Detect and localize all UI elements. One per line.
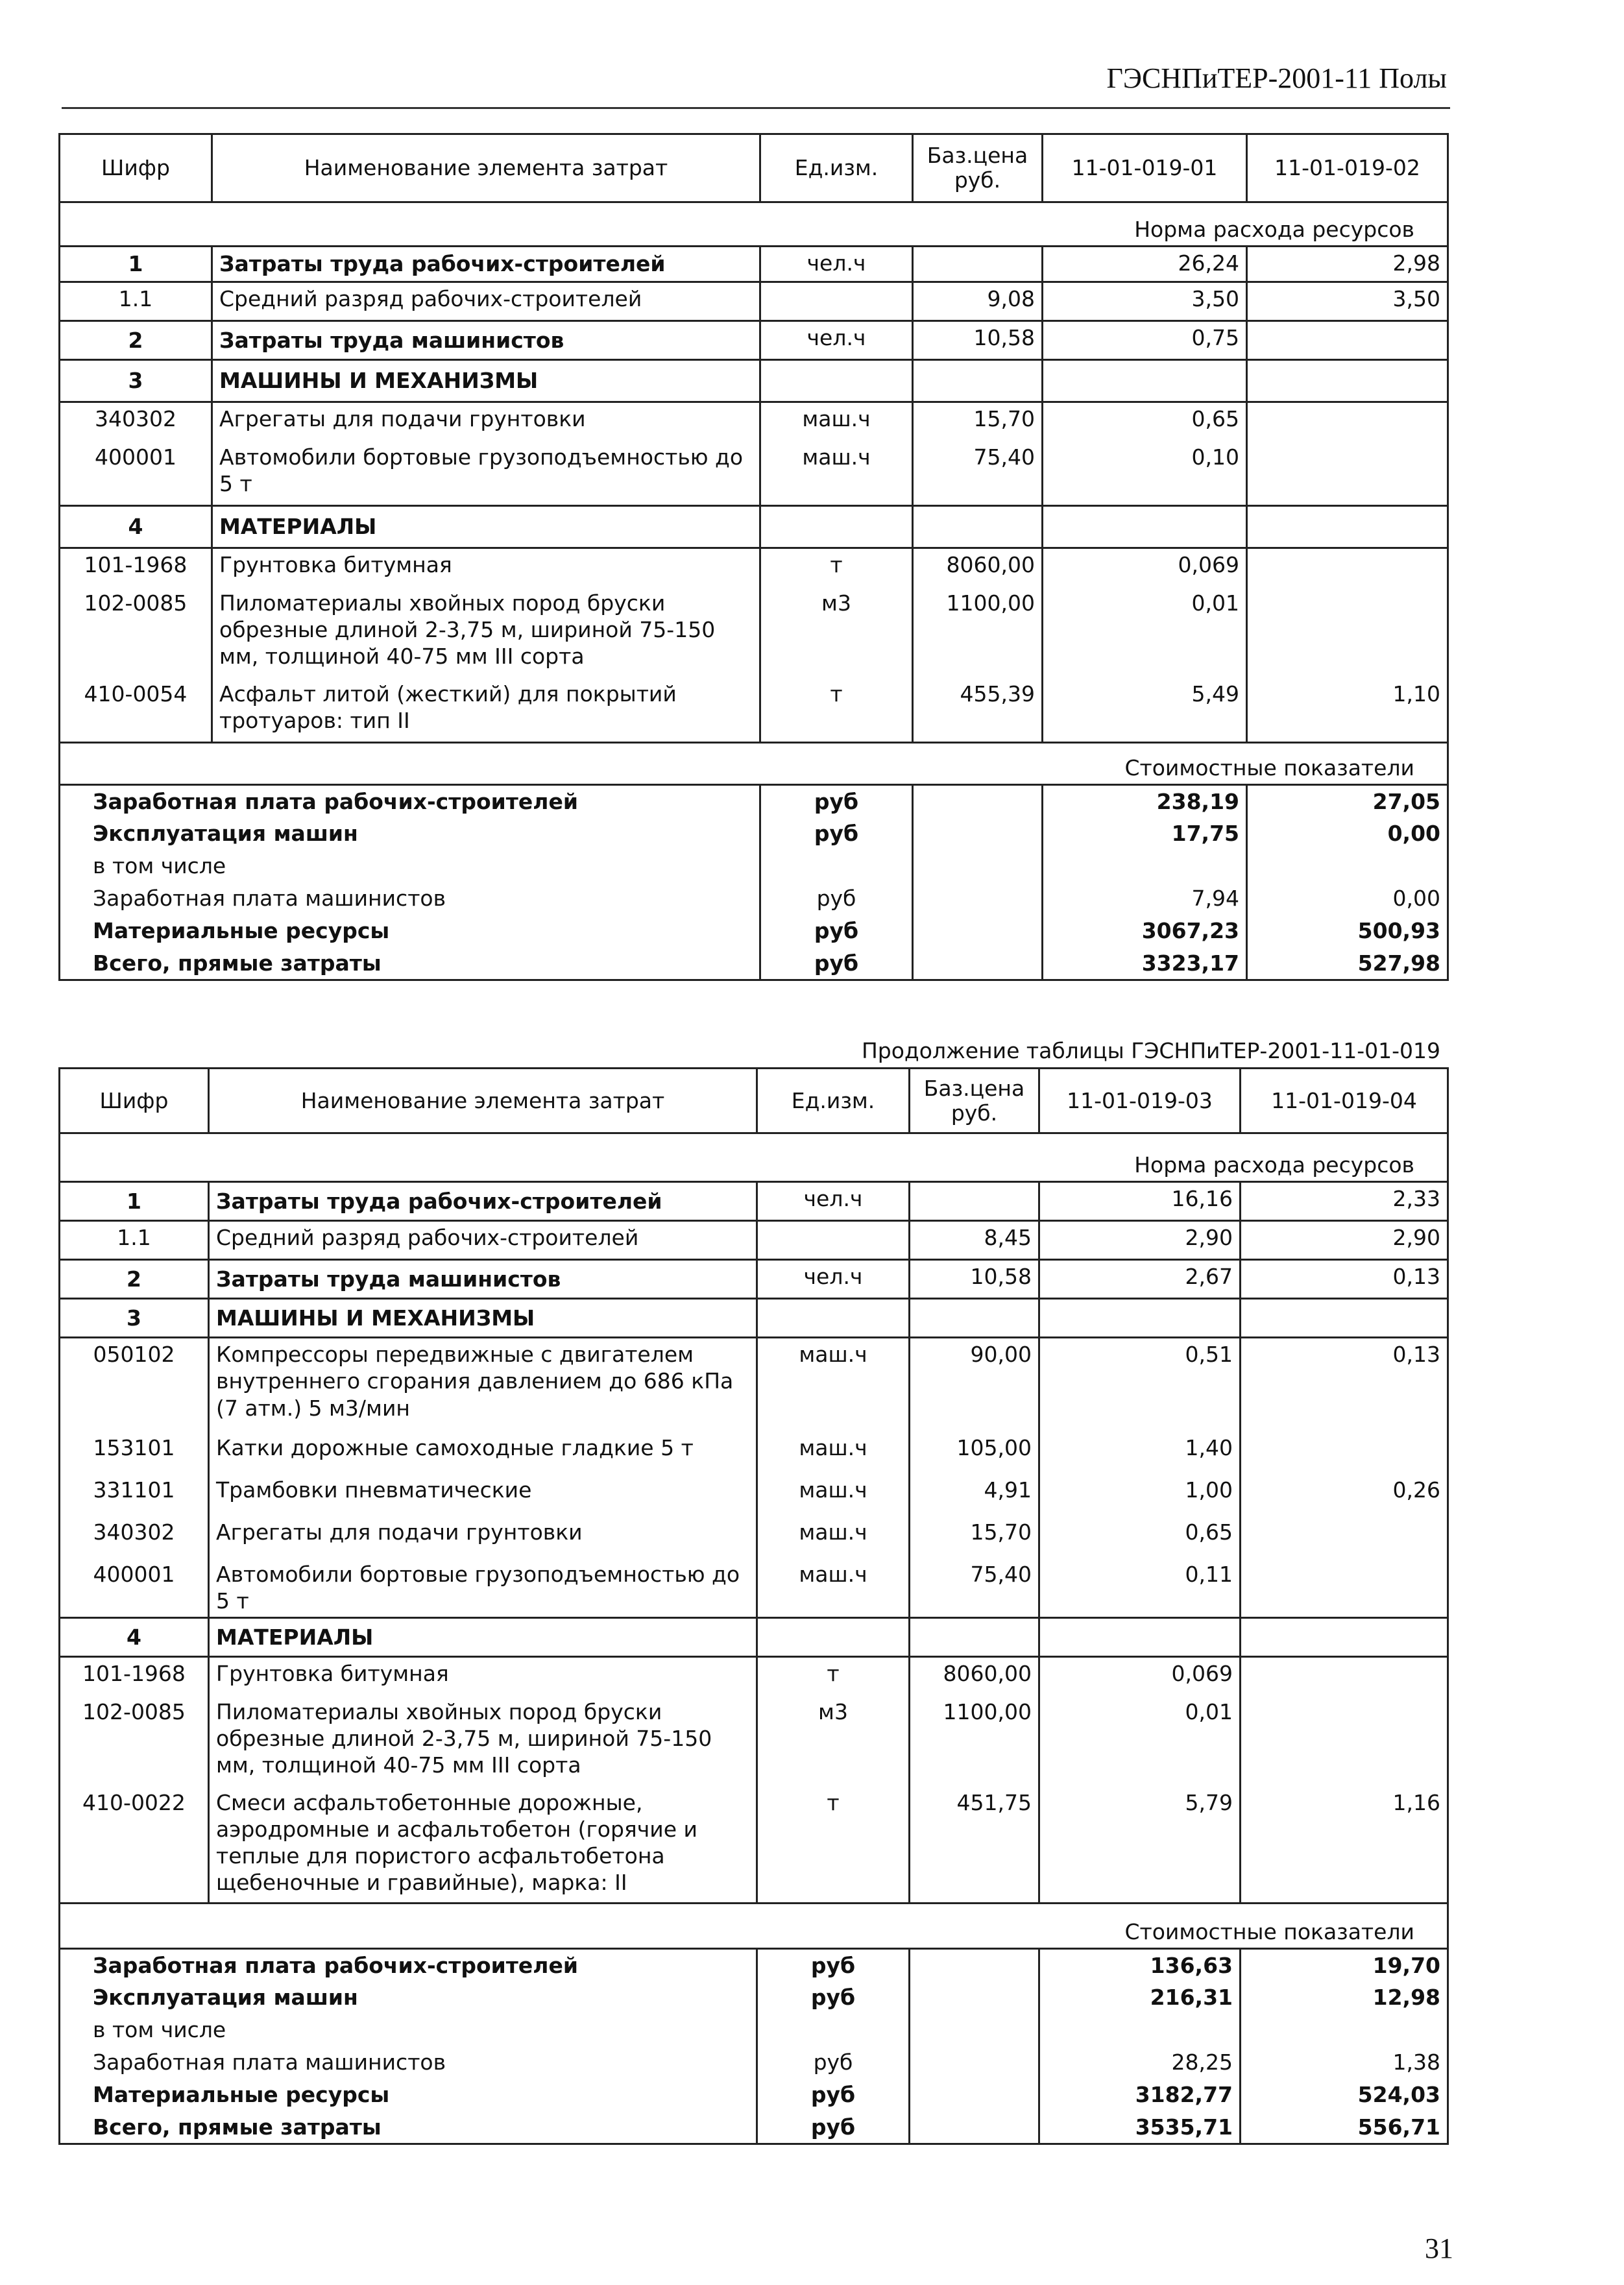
row-value-1: 0,01: [1043, 587, 1247, 678]
row-value-2: [1241, 1696, 1448, 1787]
continuation-caption: Продолжение таблицы ГЭСНПиТЕР-2001-11-01-019: [861, 1038, 1440, 1063]
cost-value-2: [1247, 850, 1448, 882]
section-row: [60, 1618, 1448, 1657]
cost-value-2: 19,70: [1241, 1949, 1448, 1982]
cost-value-1: [1043, 850, 1247, 882]
row-code: 2: [60, 321, 212, 360]
row-unit: т: [760, 678, 913, 743]
row-price: [913, 247, 1043, 282]
row-name: Средний разряд рабочих-строителей: [209, 1221, 757, 1260]
table-row: [60, 587, 1448, 678]
row-code: 101-1968: [60, 1657, 209, 1696]
cost-name: Заработная плата рабочих-строителей: [60, 785, 760, 818]
table-row: [60, 1787, 1448, 1904]
row-unit: м3: [757, 1696, 910, 1787]
row-code: 331101: [60, 1474, 209, 1516]
row-value-2: [1247, 360, 1448, 402]
cost-unit: руб: [757, 1949, 910, 1982]
cost-price-empty: [910, 2014, 1039, 2046]
cost-value-2: 1,38: [1241, 2046, 1448, 2079]
row-value-1: [1039, 1618, 1241, 1657]
cost-value-1: 3535,71: [1039, 2111, 1241, 2144]
col-header-code: Шифр: [60, 1069, 209, 1133]
row-name: Автомобили бортовые грузоподъемностью до 5 т: [212, 441, 760, 506]
page-header: ГЭСНПиТЕР-2001-11 Полы: [1106, 62, 1447, 94]
row-value-1: 0,10: [1043, 441, 1247, 506]
cost-row: [60, 2079, 1448, 2111]
row-unit: чел.ч: [760, 321, 913, 360]
table-row: [60, 441, 1448, 506]
row-value-2: 3,50: [1247, 282, 1448, 321]
cost-unit: руб: [760, 915, 913, 947]
row-unit: маш.ч: [757, 1338, 910, 1432]
table-row: [60, 678, 1448, 743]
col-header-v2: 11-01-019-04: [1241, 1069, 1448, 1133]
row-price: 9,08: [913, 282, 1043, 321]
row-code: 400001: [60, 441, 212, 506]
col-header-code: Шифр: [60, 134, 212, 202]
cost-unit: руб: [757, 2111, 910, 2144]
cost-name: Заработная плата машинистов: [60, 882, 760, 915]
row-value-1: 0,51: [1039, 1338, 1241, 1432]
cost-price-empty: [913, 882, 1043, 915]
cost-label-row: [60, 1904, 1448, 1949]
header-rule: [62, 107, 1450, 109]
row-unit: т: [760, 548, 913, 587]
row-value-1: 26,24: [1043, 247, 1247, 282]
row-unit: м3: [760, 587, 913, 678]
row-value-2: 2,33: [1241, 1182, 1448, 1221]
section-row: [60, 360, 1448, 402]
cost-name: в том числе: [60, 850, 760, 882]
row-name: Асфальт литой (жесткий) для покрытий тротуаров: тип II: [212, 678, 760, 743]
row-name: МАШИНЫ И МЕХАНИЗМЫ: [209, 1299, 757, 1338]
cost-value-2: 0,00: [1247, 817, 1448, 850]
row-code: 3: [60, 360, 212, 402]
cost-name: Всего, прямые затраты: [60, 947, 760, 980]
cost-price-empty: [913, 785, 1043, 818]
cost-unit: [757, 2014, 910, 2046]
row-price: [910, 1618, 1039, 1657]
table-row: [60, 1338, 1448, 1432]
col-header-v1: 11-01-019-03: [1039, 1069, 1241, 1133]
row-value-1: 0,069: [1043, 548, 1247, 587]
row-value-2: [1247, 587, 1448, 678]
cost-unit: руб: [757, 2079, 910, 2111]
row-unit: чел.ч: [760, 247, 913, 282]
table-header-row: [60, 1069, 1448, 1133]
row-price: 8060,00: [913, 548, 1043, 587]
row-price: 8,45: [910, 1221, 1039, 1260]
cost-row: [60, 1981, 1448, 2014]
cost-unit: руб: [760, 785, 913, 818]
row-value-2: [1247, 402, 1448, 441]
row-code: 1: [60, 247, 212, 282]
row-value-1: 0,75: [1043, 321, 1247, 360]
row-value-1: 0,11: [1039, 1558, 1241, 1618]
row-name: Грунтовка битумная: [212, 548, 760, 587]
cost-name: Заработная плата машинистов: [60, 2046, 757, 2079]
row-name: Грунтовка битумная: [209, 1657, 757, 1696]
row-unit: чел.ч: [757, 1260, 910, 1299]
row-value-1: 0,65: [1039, 1516, 1241, 1558]
cost-unit: руб: [760, 947, 913, 980]
row-code: 101-1968: [60, 548, 212, 587]
col-header-price: Баз.цена руб.: [913, 134, 1043, 202]
row-code: 1: [60, 1182, 209, 1221]
row-value-2: [1241, 1558, 1448, 1618]
row-name: МАШИНЫ И МЕХАНИЗМЫ: [212, 360, 760, 402]
cost-unit: [760, 850, 913, 882]
cost-value-1: 3182,77: [1039, 2079, 1241, 2111]
cost-row: [60, 785, 1448, 818]
page-number: 31: [1425, 2232, 1453, 2264]
row-code: 340302: [60, 402, 212, 441]
row-name: Трамбовки пневматические: [209, 1474, 757, 1516]
cost-value-1: 17,75: [1043, 817, 1247, 850]
row-code: 050102: [60, 1338, 209, 1432]
row-name: Агрегаты для подачи грунтовки: [212, 402, 760, 441]
row-code: 4: [60, 506, 212, 548]
row-name: Смеси асфальтобетонные дорожные, аэродромные и асфальтобетон (горячие и теплые для пористого асфальтобетона щебеночные и гравийные), марка: II: [209, 1787, 757, 1904]
table-row: [60, 1474, 1448, 1516]
row-price: [913, 506, 1043, 548]
row-value-2: [1241, 1432, 1448, 1474]
row-price: 1100,00: [913, 587, 1043, 678]
row-name: МАТЕРИАЛЫ: [209, 1618, 757, 1657]
row-price: 15,70: [910, 1516, 1039, 1558]
table-row: [60, 402, 1448, 441]
cost-name: Материальные ресурсы: [60, 915, 760, 947]
norm-label-row: [60, 1133, 1448, 1182]
row-name: Пиломатериалы хвойных пород бруски обрезные длиной 2-3,75 м, шириной 75-150 мм, толщиной 40-75 мм III сорта: [212, 587, 760, 678]
cost-price-empty: [913, 850, 1043, 882]
row-value-2: 0,26: [1241, 1474, 1448, 1516]
cost-name: Заработная плата рабочих-строителей: [60, 1949, 757, 1982]
row-price: 15,70: [913, 402, 1043, 441]
resource-table-1: [58, 133, 1449, 981]
row-price: [910, 1182, 1039, 1221]
section-row: [60, 1260, 1448, 1299]
cost-row: [60, 850, 1448, 882]
row-price: 10,58: [913, 321, 1043, 360]
cost-unit: руб: [757, 2046, 910, 2079]
row-value-1: 2,67: [1039, 1260, 1241, 1299]
row-unit: маш.ч: [757, 1558, 910, 1618]
cost-value-1: 28,25: [1039, 2046, 1241, 2079]
row-value-1: 2,90: [1039, 1221, 1241, 1260]
cost-value-1: 3067,23: [1043, 915, 1247, 947]
row-value-2: [1247, 506, 1448, 548]
cost-rows: [60, 785, 1448, 980]
row-name: Затраты труда рабочих-строителей: [209, 1182, 757, 1221]
table-row: [60, 1657, 1448, 1696]
cost-value-2: 12,98: [1241, 1981, 1448, 2014]
row-unit: маш.ч: [760, 402, 913, 441]
row-value-2: [1241, 1618, 1448, 1657]
resource-rows: [60, 247, 1448, 743]
table-row: [60, 1696, 1448, 1787]
row-name: Компрессоры передвижные с двигателем внутреннего сгорания давлением до 686 кПа (7 атм.) 5 м3/мин: [209, 1338, 757, 1432]
row-value-1: 16,16: [1039, 1182, 1241, 1221]
row-price: 75,40: [910, 1558, 1039, 1618]
row-code: 400001: [60, 1558, 209, 1618]
cost-row: [60, 947, 1448, 980]
row-price: [910, 1299, 1039, 1338]
row-price: 105,00: [910, 1432, 1039, 1474]
cost-value-1: 7,94: [1043, 882, 1247, 915]
row-name: Агрегаты для подачи грунтовки: [209, 1516, 757, 1558]
cost-row: [60, 817, 1448, 850]
cost-rows: [60, 1949, 1448, 2144]
row-code: 410-0022: [60, 1787, 209, 1904]
cost-label-row: [60, 743, 1448, 785]
row-name: Средний разряд рабочих-строителей: [212, 282, 760, 321]
cost-price-empty: [913, 817, 1043, 850]
row-value-2: [1247, 548, 1448, 587]
row-value-1: [1043, 360, 1247, 402]
row-value-1: 1,00: [1039, 1474, 1241, 1516]
col-header-unit: Ед.изм.: [760, 134, 913, 202]
cost-name: Эксплуатация машин: [60, 1981, 757, 2014]
cost-row: [60, 2046, 1448, 2079]
row-name: Затраты труда рабочих-строителей: [212, 247, 760, 282]
row-code: 340302: [60, 1516, 209, 1558]
row-name: МАТЕРИАЛЫ: [212, 506, 760, 548]
row-price: 90,00: [910, 1338, 1039, 1432]
cost-unit: руб: [760, 817, 913, 850]
col-header-v2: 11-01-019-02: [1247, 134, 1448, 202]
row-value-2: 1,10: [1247, 678, 1448, 743]
row-code: 153101: [60, 1432, 209, 1474]
cost-price-empty: [910, 2046, 1039, 2079]
row-value-2: 0,13: [1241, 1260, 1448, 1299]
resource-rows: [60, 1182, 1448, 1904]
cost-price-empty: [910, 2079, 1039, 2111]
row-name: Затраты труда машинистов: [212, 321, 760, 360]
table-row: [60, 1221, 1448, 1260]
cost-price-empty: [910, 1981, 1039, 2014]
row-unit: маш.ч: [760, 441, 913, 506]
row-price: 451,75: [910, 1787, 1039, 1904]
row-code: 1.1: [60, 1221, 209, 1260]
row-price: 455,39: [913, 678, 1043, 743]
row-value-1: 0,069: [1039, 1657, 1241, 1696]
row-unit: маш.ч: [757, 1474, 910, 1516]
row-unit: [757, 1618, 910, 1657]
cost-label: Стоимостные показатели: [60, 1904, 1448, 1949]
row-value-1: 5,79: [1039, 1787, 1241, 1904]
row-code: 102-0085: [60, 587, 212, 678]
cost-value-1: 216,31: [1039, 1981, 1241, 2014]
cost-value-2: 0,00: [1247, 882, 1448, 915]
row-unit: [757, 1221, 910, 1260]
cost-row: [60, 2014, 1448, 2046]
row-code: 102-0085: [60, 1696, 209, 1787]
section-row: [60, 1182, 1448, 1221]
row-price: 4,91: [910, 1474, 1039, 1516]
row-code: 2: [60, 1260, 209, 1299]
table-row: [60, 1516, 1448, 1558]
col-header-price: Баз.цена руб.: [910, 1069, 1039, 1133]
row-value-1: 3,50: [1043, 282, 1247, 321]
table-row: [60, 1558, 1448, 1618]
row-unit: т: [757, 1657, 910, 1696]
row-value-2: 1,16: [1241, 1787, 1448, 1904]
row-code: 1.1: [60, 282, 212, 321]
cost-price-empty: [913, 947, 1043, 980]
cost-unit: руб: [760, 882, 913, 915]
section-row: [60, 506, 1448, 548]
row-unit: т: [757, 1787, 910, 1904]
cost-unit: руб: [757, 1981, 910, 2014]
cost-value-2: 556,71: [1241, 2111, 1448, 2144]
cost-value-1: 3323,17: [1043, 947, 1247, 980]
row-value-2: 2,90: [1241, 1221, 1448, 1260]
row-unit: чел.ч: [757, 1182, 910, 1221]
row-price: 75,40: [913, 441, 1043, 506]
col-header-name: Наименование элемента затрат: [212, 134, 760, 202]
row-value-1: 1,40: [1039, 1432, 1241, 1474]
cost-value-1: [1039, 2014, 1241, 2046]
table-row: [60, 1432, 1448, 1474]
section-row: [60, 1299, 1448, 1338]
row-code: 3: [60, 1299, 209, 1338]
cost-name: Материальные ресурсы: [60, 2079, 757, 2111]
col-header-name: Наименование элемента затрат: [209, 1069, 757, 1133]
cost-value-2: 27,05: [1247, 785, 1448, 818]
row-value-1: 0,65: [1043, 402, 1247, 441]
row-code: 4: [60, 1618, 209, 1657]
table-row: [60, 282, 1448, 321]
cost-row: [60, 915, 1448, 947]
row-unit: маш.ч: [757, 1432, 910, 1474]
section-row: [60, 321, 1448, 360]
cost-name: в том числе: [60, 2014, 757, 2046]
row-name: Автомобили бортовые грузоподъемностью до 5 т: [209, 1558, 757, 1618]
row-value-2: [1241, 1299, 1448, 1338]
norm-label: Норма расхода ресурсов: [60, 1133, 1448, 1182]
row-price: 10,58: [910, 1260, 1039, 1299]
row-value-1: 5,49: [1043, 678, 1247, 743]
cost-price-empty: [910, 1949, 1039, 1982]
row-unit: [760, 506, 913, 548]
cost-name: Эксплуатация машин: [60, 817, 760, 850]
row-name: Пиломатериалы хвойных пород бруски обрезные длиной 2-3,75 м, шириной 75-150 мм, толщиной 40-75 мм III сорта: [209, 1696, 757, 1787]
row-value-1: 0,01: [1039, 1696, 1241, 1787]
section-row: [60, 247, 1448, 282]
row-value-2: 2,98: [1247, 247, 1448, 282]
resource-table-2: [58, 1067, 1449, 2145]
cost-value-2: 527,98: [1247, 947, 1448, 980]
row-value-1: [1043, 506, 1247, 548]
table-row: [60, 548, 1448, 587]
row-value-2: [1241, 1657, 1448, 1696]
cost-label: Стоимостные показатели: [60, 743, 1448, 785]
row-unit: [757, 1299, 910, 1338]
cost-row: [60, 1949, 1448, 1982]
cost-value-1: 238,19: [1043, 785, 1247, 818]
row-price: 8060,00: [910, 1657, 1039, 1696]
row-value-2: [1247, 321, 1448, 360]
row-value-1: [1039, 1299, 1241, 1338]
row-value-2: [1241, 1516, 1448, 1558]
cost-value-2: [1241, 2014, 1448, 2046]
row-price: [913, 360, 1043, 402]
row-name: Затраты труда машинистов: [209, 1260, 757, 1299]
cost-value-2: 500,93: [1247, 915, 1448, 947]
row-value-2: 0,13: [1241, 1338, 1448, 1432]
row-name: Катки дорожные самоходные гладкие 5 т: [209, 1432, 757, 1474]
row-unit: маш.ч: [757, 1516, 910, 1558]
cost-price-empty: [913, 915, 1043, 947]
col-header-unit: Ед.изм.: [757, 1069, 910, 1133]
row-price: 1100,00: [910, 1696, 1039, 1787]
table-header-row: [60, 134, 1448, 202]
cost-value-1: 136,63: [1039, 1949, 1241, 1982]
cost-price-empty: [910, 2111, 1039, 2144]
col-header-v1: 11-01-019-01: [1043, 134, 1247, 202]
norm-label-row: [60, 202, 1448, 247]
cost-row: [60, 882, 1448, 915]
row-code: 410-0054: [60, 678, 212, 743]
row-unit: [760, 282, 913, 321]
row-unit: [760, 360, 913, 402]
norm-label: Норма расхода ресурсов: [60, 202, 1448, 247]
row-value-2: [1247, 441, 1448, 506]
cost-name: Всего, прямые затраты: [60, 2111, 757, 2144]
cost-value-2: 524,03: [1241, 2079, 1448, 2111]
cost-row: [60, 2111, 1448, 2144]
